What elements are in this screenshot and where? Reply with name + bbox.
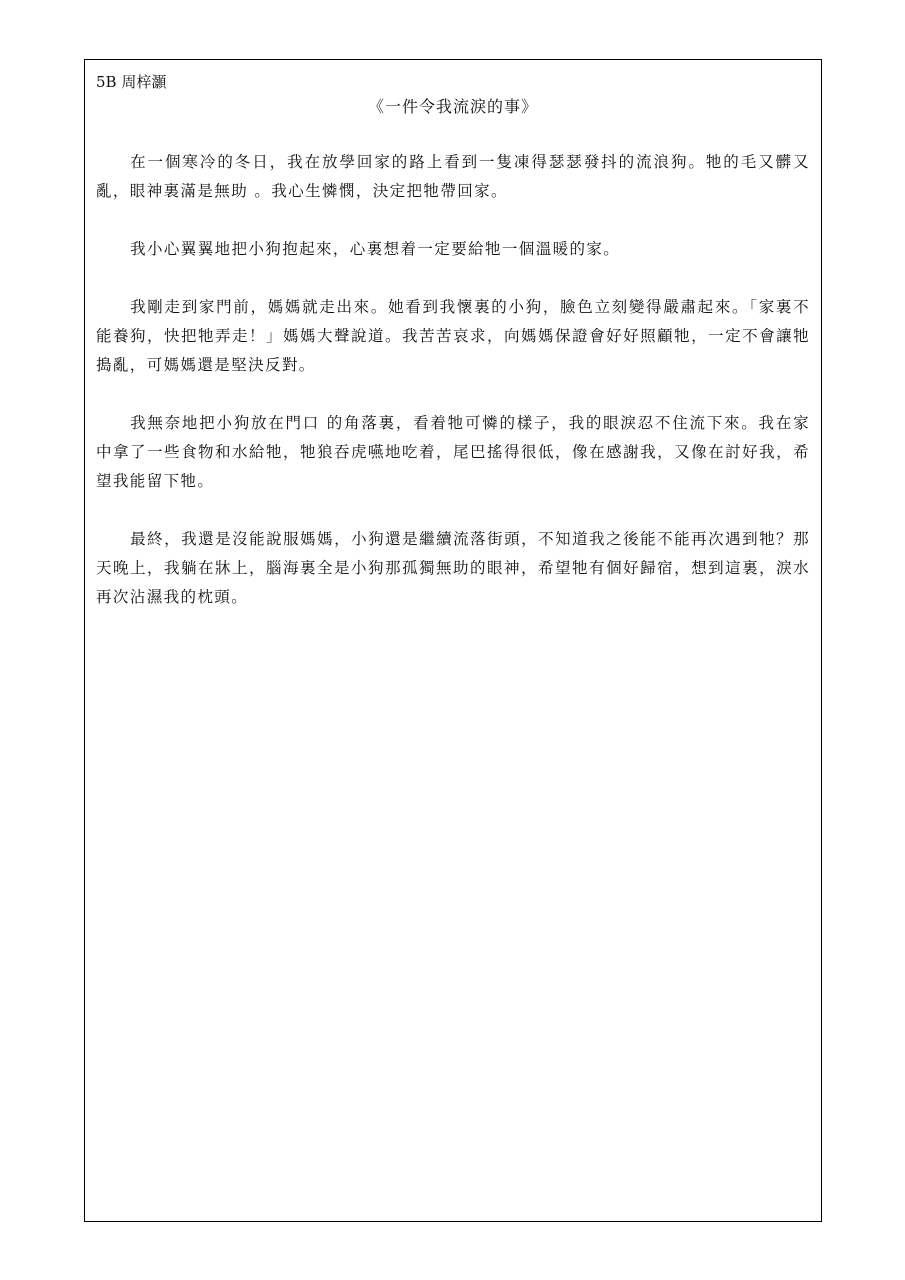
author-line: 5B 周梓灝 bbox=[96, 73, 167, 91]
essay-title: 《一件令我流淚的事》 bbox=[367, 97, 538, 116]
paragraph: 我剛走到家門前，媽媽就走出來。她看到我懷裏的小狗，臉色立刻變得嚴肅起來。「家裏不能養狗，快把牠弄走！」媽媽大聲說道。我苦苦哀求，向媽媽保證會好好照顧牠，一定不會讓牠搗亂，可媽媽還是堅決反對。 bbox=[96, 298, 810, 374]
paragraph: 我無奈地把小狗放在門口 的角落裏，看着牠可憐的樣子，我的眼淚忍不住流下來。我在家中拿了一些食物和水給牠，牠狼吞虎嚥地吃着，尾巴搖得很低，像在感謝我，又像在討好我，希望我能留下牠。 bbox=[96, 414, 810, 490]
paragraph: 最終，我還是沒能說服媽媽，小狗還是繼續流落街頭，不知道我之後能不能再次遇到牠？那天晚上，我躺在牀上，腦海裏全是小狗那孤獨無助的眼神，希望牠有個好歸宿，想到這裏，淚水再次沾濕我的枕頭。 bbox=[96, 530, 810, 606]
paragraph: 我小心翼翼地把小狗抱起來，心裏想着一定要給牠一個溫暖的家。 bbox=[130, 240, 621, 258]
paragraph: 在一個寒冷的冬日，我在放學回家的路上看到一隻凍得瑟瑟發抖的流浪狗。牠的毛又髒又亂，眼神裏滿是無助 。我心生憐憫，決定把牠帶回家。 bbox=[96, 153, 810, 200]
essay-body bbox=[96, 148, 810, 641]
